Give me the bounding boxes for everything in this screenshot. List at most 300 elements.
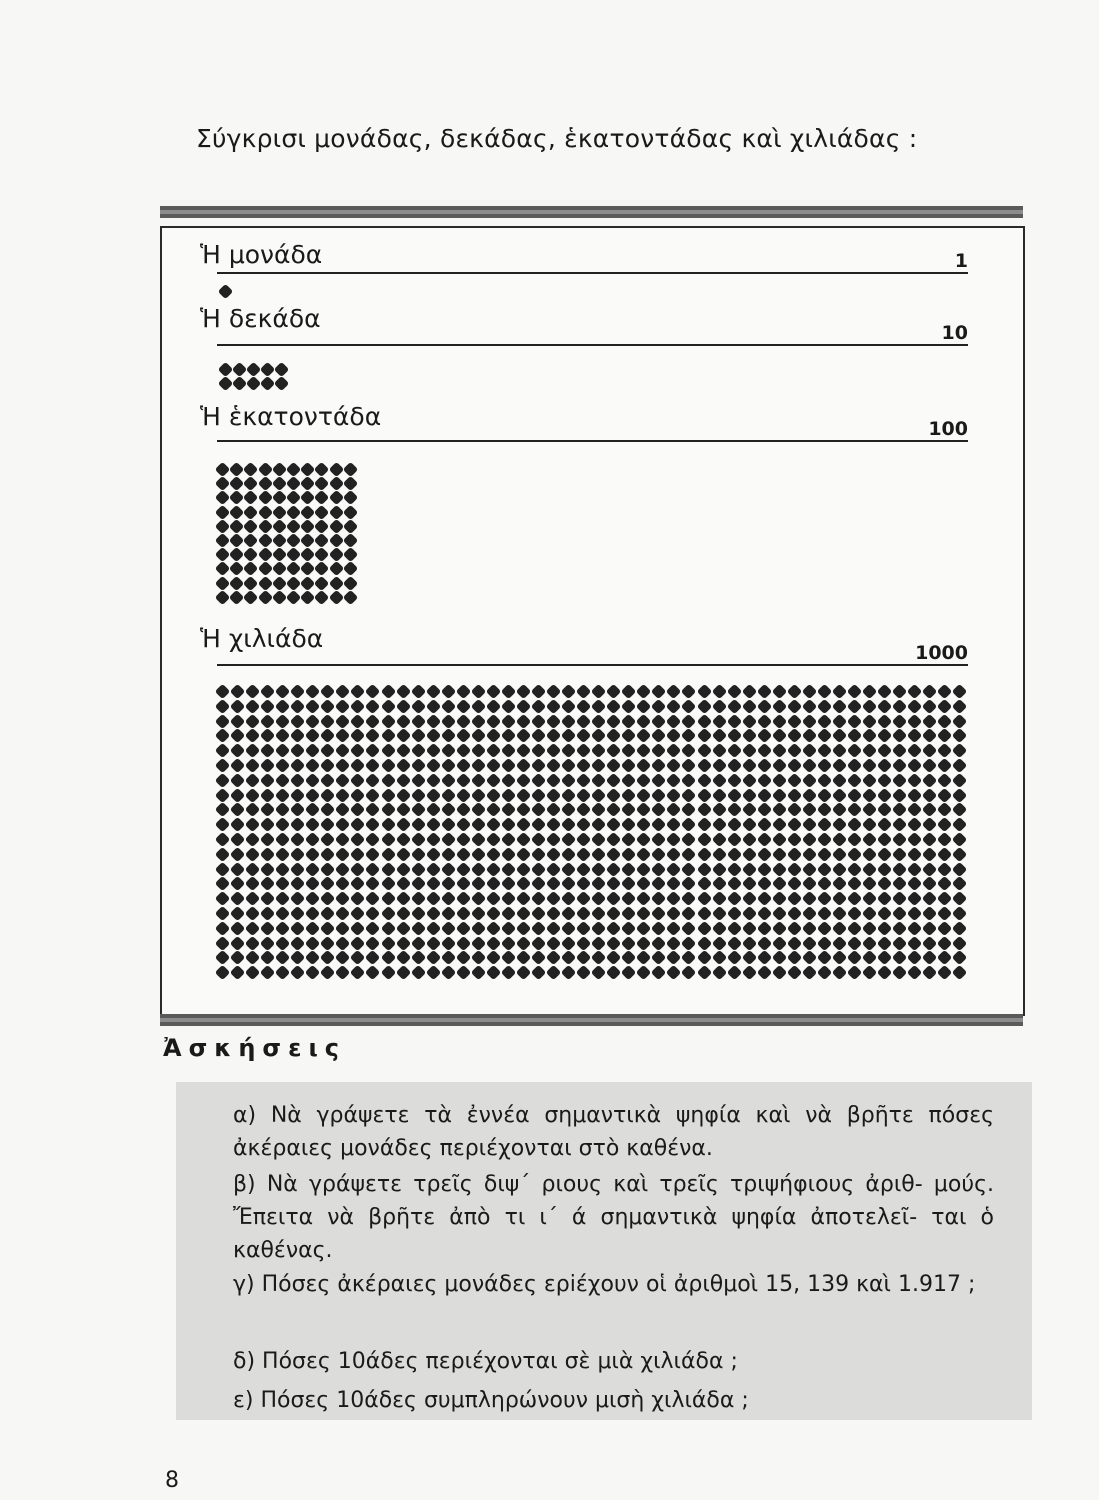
dot bbox=[215, 876, 231, 892]
dot bbox=[862, 920, 878, 936]
dot bbox=[380, 876, 396, 892]
dot bbox=[937, 846, 953, 862]
dot bbox=[636, 728, 652, 744]
dot bbox=[696, 891, 712, 907]
dot bbox=[952, 935, 968, 951]
dot bbox=[215, 476, 231, 492]
dot bbox=[561, 965, 577, 981]
dot bbox=[741, 832, 757, 848]
dot bbox=[305, 802, 321, 818]
dot bbox=[832, 713, 848, 729]
dot bbox=[877, 802, 893, 818]
dot bbox=[531, 891, 547, 907]
dot bbox=[230, 773, 246, 789]
dot bbox=[711, 699, 727, 715]
dot bbox=[365, 802, 381, 818]
dot bbox=[531, 846, 547, 862]
dot bbox=[892, 876, 908, 892]
dot bbox=[516, 876, 532, 892]
dot bbox=[937, 832, 953, 848]
dot bbox=[606, 699, 622, 715]
dot bbox=[862, 935, 878, 951]
dot bbox=[771, 684, 787, 700]
dot bbox=[847, 817, 863, 833]
dot bbox=[501, 876, 517, 892]
dot bbox=[681, 787, 697, 803]
dot bbox=[561, 950, 577, 966]
dot bbox=[877, 758, 893, 774]
dot bbox=[243, 476, 259, 492]
dot bbox=[952, 684, 968, 700]
dot bbox=[246, 362, 262, 378]
dot bbox=[711, 728, 727, 744]
dot bbox=[621, 743, 637, 759]
dot bbox=[817, 728, 833, 744]
dot bbox=[862, 950, 878, 966]
dot bbox=[591, 832, 607, 848]
dot bbox=[952, 787, 968, 803]
dot bbox=[621, 906, 637, 922]
dot bbox=[771, 861, 787, 877]
dot bbox=[711, 906, 727, 922]
dot bbox=[907, 920, 923, 936]
hundred-label: Ἡ ἑκατοντάδα bbox=[200, 402, 382, 431]
dot bbox=[350, 817, 366, 833]
dot bbox=[455, 817, 471, 833]
dot bbox=[952, 876, 968, 892]
dot bbox=[636, 684, 652, 700]
dot bbox=[546, 728, 562, 744]
dot bbox=[215, 713, 231, 729]
dot bbox=[681, 817, 697, 833]
dot bbox=[576, 906, 592, 922]
dot bbox=[546, 699, 562, 715]
dot bbox=[290, 861, 306, 877]
dot bbox=[342, 476, 358, 492]
dot bbox=[455, 965, 471, 981]
dot bbox=[892, 728, 908, 744]
dot bbox=[516, 758, 532, 774]
dot bbox=[229, 575, 245, 591]
dot bbox=[501, 965, 517, 981]
dot bbox=[320, 802, 336, 818]
dot bbox=[651, 787, 667, 803]
dot bbox=[229, 518, 245, 534]
dot bbox=[817, 699, 833, 715]
dot bbox=[300, 462, 316, 478]
dot bbox=[275, 684, 291, 700]
dot bbox=[847, 920, 863, 936]
dot bbox=[486, 743, 502, 759]
dot bbox=[907, 906, 923, 922]
dot bbox=[501, 802, 517, 818]
dot bbox=[365, 891, 381, 907]
dot bbox=[576, 965, 592, 981]
dot bbox=[290, 787, 306, 803]
dot bbox=[802, 906, 818, 922]
dot bbox=[907, 935, 923, 951]
dot bbox=[455, 876, 471, 892]
dot bbox=[260, 773, 276, 789]
dot bbox=[455, 832, 471, 848]
exercise-c-text: γ) Πόσες ἀκέραιες μονάδες ερiέχουν οἱ ἀριθμοὶ 15, 139 καὶ 1.917 ; bbox=[233, 1272, 976, 1297]
dot bbox=[260, 861, 276, 877]
dot bbox=[410, 950, 426, 966]
dot bbox=[862, 965, 878, 981]
dot bbox=[817, 713, 833, 729]
dot bbox=[215, 861, 231, 877]
dot bbox=[260, 950, 276, 966]
dot bbox=[771, 817, 787, 833]
dot bbox=[756, 935, 772, 951]
dot bbox=[486, 876, 502, 892]
dot bbox=[651, 906, 667, 922]
exercise-c bbox=[188, 1268, 994, 1301]
dot bbox=[741, 699, 757, 715]
dot bbox=[380, 758, 396, 774]
dot bbox=[471, 684, 487, 700]
dot bbox=[741, 802, 757, 818]
dot bbox=[546, 906, 562, 922]
dot bbox=[486, 684, 502, 700]
dot bbox=[907, 758, 923, 774]
dot bbox=[245, 906, 261, 922]
dot bbox=[232, 362, 248, 378]
dot bbox=[787, 891, 803, 907]
dot bbox=[320, 920, 336, 936]
dot bbox=[771, 802, 787, 818]
dot bbox=[636, 935, 652, 951]
dot bbox=[711, 891, 727, 907]
dot bbox=[531, 817, 547, 833]
dot bbox=[365, 684, 381, 700]
dot bbox=[817, 817, 833, 833]
dot bbox=[395, 743, 411, 759]
dot bbox=[342, 504, 358, 520]
dot bbox=[862, 802, 878, 818]
dot bbox=[832, 920, 848, 936]
dot bbox=[847, 787, 863, 803]
dot bbox=[245, 876, 261, 892]
dot bbox=[286, 518, 302, 534]
dot bbox=[342, 533, 358, 549]
dot bbox=[275, 846, 291, 862]
dot bbox=[726, 832, 742, 848]
dot bbox=[802, 773, 818, 789]
dot bbox=[651, 935, 667, 951]
dot bbox=[257, 533, 273, 549]
dot bbox=[651, 861, 667, 877]
dot bbox=[243, 518, 259, 534]
dot bbox=[862, 684, 878, 700]
dot bbox=[681, 713, 697, 729]
dot bbox=[681, 965, 697, 981]
dot bbox=[275, 743, 291, 759]
dot bbox=[335, 787, 351, 803]
dot bbox=[516, 935, 532, 951]
dot bbox=[922, 743, 938, 759]
dot bbox=[290, 832, 306, 848]
dot bbox=[591, 846, 607, 862]
dot bbox=[328, 504, 344, 520]
dot bbox=[832, 817, 848, 833]
dot bbox=[546, 891, 562, 907]
dot bbox=[230, 891, 246, 907]
dot bbox=[232, 376, 248, 392]
dot bbox=[606, 713, 622, 729]
dot bbox=[621, 935, 637, 951]
dot bbox=[380, 832, 396, 848]
dot bbox=[576, 713, 592, 729]
dot bbox=[455, 773, 471, 789]
dot bbox=[305, 906, 321, 922]
dot bbox=[425, 846, 441, 862]
dot bbox=[546, 743, 562, 759]
dot bbox=[621, 699, 637, 715]
dot bbox=[342, 462, 358, 478]
dot bbox=[243, 575, 259, 591]
dot bbox=[561, 861, 577, 877]
dot bbox=[425, 891, 441, 907]
dot bbox=[395, 906, 411, 922]
dot bbox=[606, 832, 622, 848]
dot bbox=[410, 935, 426, 951]
dot bbox=[230, 684, 246, 700]
dot bbox=[365, 817, 381, 833]
dot bbox=[771, 876, 787, 892]
dot bbox=[741, 920, 757, 936]
dot bbox=[486, 802, 502, 818]
dot bbox=[335, 965, 351, 981]
dot bbox=[440, 965, 456, 981]
dot bbox=[591, 935, 607, 951]
dot bbox=[877, 832, 893, 848]
dot bbox=[486, 713, 502, 729]
dot bbox=[696, 817, 712, 833]
dot bbox=[275, 699, 291, 715]
dot bbox=[651, 773, 667, 789]
dot bbox=[486, 920, 502, 936]
dot bbox=[681, 802, 697, 818]
ten-rule bbox=[217, 344, 968, 346]
dot bbox=[215, 935, 231, 951]
dot bbox=[771, 787, 787, 803]
dot bbox=[350, 832, 366, 848]
dot bbox=[305, 891, 321, 907]
dot bbox=[410, 758, 426, 774]
dot bbox=[410, 699, 426, 715]
dot bbox=[817, 684, 833, 700]
dot bbox=[275, 861, 291, 877]
dot bbox=[305, 743, 321, 759]
dot bbox=[576, 743, 592, 759]
dot bbox=[666, 950, 682, 966]
dot bbox=[666, 802, 682, 818]
dot bbox=[260, 699, 276, 715]
dot bbox=[305, 920, 321, 936]
dot bbox=[922, 773, 938, 789]
dot bbox=[395, 802, 411, 818]
dot bbox=[832, 846, 848, 862]
dot bbox=[260, 362, 276, 378]
dot bbox=[591, 728, 607, 744]
dot bbox=[802, 743, 818, 759]
dot bbox=[215, 575, 231, 591]
dot bbox=[501, 861, 517, 877]
dot bbox=[350, 743, 366, 759]
dot bbox=[726, 773, 742, 789]
dot bbox=[937, 802, 953, 818]
dot bbox=[516, 728, 532, 744]
dot bbox=[271, 533, 287, 549]
dot bbox=[230, 713, 246, 729]
dot bbox=[756, 684, 772, 700]
dot bbox=[681, 743, 697, 759]
dot bbox=[937, 728, 953, 744]
dot bbox=[802, 832, 818, 848]
dot bbox=[591, 699, 607, 715]
dot bbox=[832, 861, 848, 877]
dot bbox=[787, 773, 803, 789]
dot bbox=[455, 950, 471, 966]
thousand-label: Ἡ χιλιάδα bbox=[200, 624, 324, 653]
dot bbox=[300, 561, 316, 577]
dot bbox=[290, 876, 306, 892]
dot bbox=[440, 817, 456, 833]
dot bbox=[892, 832, 908, 848]
dot bbox=[440, 758, 456, 774]
dot bbox=[501, 891, 517, 907]
dot bbox=[314, 504, 330, 520]
dot bbox=[320, 861, 336, 877]
dot bbox=[847, 699, 863, 715]
dot bbox=[286, 462, 302, 478]
dot bbox=[621, 713, 637, 729]
dot bbox=[320, 728, 336, 744]
dot bbox=[516, 965, 532, 981]
dot bbox=[380, 935, 396, 951]
dot bbox=[922, 935, 938, 951]
dot bbox=[847, 684, 863, 700]
dot bbox=[847, 728, 863, 744]
dot bbox=[666, 728, 682, 744]
dot bbox=[877, 891, 893, 907]
dot bbox=[486, 728, 502, 744]
dot bbox=[440, 699, 456, 715]
dot bbox=[314, 589, 330, 605]
dot bbox=[546, 817, 562, 833]
dot bbox=[230, 846, 246, 862]
unit-label: Ἡ μονάδα bbox=[200, 240, 323, 269]
dot bbox=[817, 950, 833, 966]
dot bbox=[229, 476, 245, 492]
dot bbox=[802, 876, 818, 892]
dot bbox=[696, 802, 712, 818]
dot bbox=[847, 802, 863, 818]
dot bbox=[711, 965, 727, 981]
dot bbox=[243, 589, 259, 605]
dot bbox=[455, 846, 471, 862]
dot bbox=[546, 846, 562, 862]
dot bbox=[922, 950, 938, 966]
dot bbox=[546, 876, 562, 892]
dot bbox=[350, 876, 366, 892]
dot bbox=[907, 950, 923, 966]
dot bbox=[531, 713, 547, 729]
dot bbox=[531, 950, 547, 966]
dot bbox=[230, 832, 246, 848]
dot bbox=[711, 758, 727, 774]
dot bbox=[365, 743, 381, 759]
exercise-b-text: β) Νὰ γράψετε τρεῖς διψ´ ριους καὶ τρεῖς τριψήφιους ἀριθ- μούς. Ἔπειτα νὰ βρῆτε ἀπὸ τι ι´ ά σημαντικὰ ψηφία ἀποτελεῖ- ται ὁ καθένας. bbox=[233, 1172, 994, 1263]
dot bbox=[787, 846, 803, 862]
dot bbox=[215, 787, 231, 803]
dot bbox=[711, 773, 727, 789]
dot bbox=[531, 802, 547, 818]
dot bbox=[516, 846, 532, 862]
dot bbox=[636, 699, 652, 715]
dot bbox=[756, 906, 772, 922]
dot bbox=[320, 846, 336, 862]
dot bbox=[952, 817, 968, 833]
dot bbox=[726, 846, 742, 862]
dot bbox=[290, 802, 306, 818]
dot bbox=[350, 684, 366, 700]
dot bbox=[516, 743, 532, 759]
dot bbox=[516, 817, 532, 833]
dot bbox=[937, 699, 953, 715]
dot bbox=[395, 787, 411, 803]
dot bbox=[651, 950, 667, 966]
dot bbox=[907, 787, 923, 803]
dot bbox=[711, 876, 727, 892]
comparison-figure bbox=[160, 226, 1025, 1016]
dot bbox=[215, 758, 231, 774]
dot bbox=[320, 743, 336, 759]
dot bbox=[425, 728, 441, 744]
dot bbox=[350, 773, 366, 789]
dot bbox=[328, 462, 344, 478]
dot bbox=[546, 758, 562, 774]
dot bbox=[681, 758, 697, 774]
dot bbox=[335, 773, 351, 789]
dot bbox=[335, 920, 351, 936]
exercise-a bbox=[188, 1099, 994, 1165]
dot bbox=[410, 965, 426, 981]
dot bbox=[350, 935, 366, 951]
dot bbox=[365, 832, 381, 848]
dot bbox=[243, 547, 259, 563]
dot bbox=[877, 787, 893, 803]
dot bbox=[892, 846, 908, 862]
dot bbox=[395, 935, 411, 951]
dot bbox=[305, 684, 321, 700]
dot bbox=[847, 950, 863, 966]
dot bbox=[286, 504, 302, 520]
dot bbox=[651, 802, 667, 818]
dot bbox=[305, 965, 321, 981]
dot bbox=[290, 684, 306, 700]
dot bbox=[245, 861, 261, 877]
dot bbox=[395, 699, 411, 715]
dot bbox=[546, 684, 562, 700]
dot bbox=[741, 965, 757, 981]
dot bbox=[314, 547, 330, 563]
dot bbox=[787, 906, 803, 922]
dot bbox=[440, 773, 456, 789]
dot bbox=[711, 920, 727, 936]
dot bbox=[636, 758, 652, 774]
